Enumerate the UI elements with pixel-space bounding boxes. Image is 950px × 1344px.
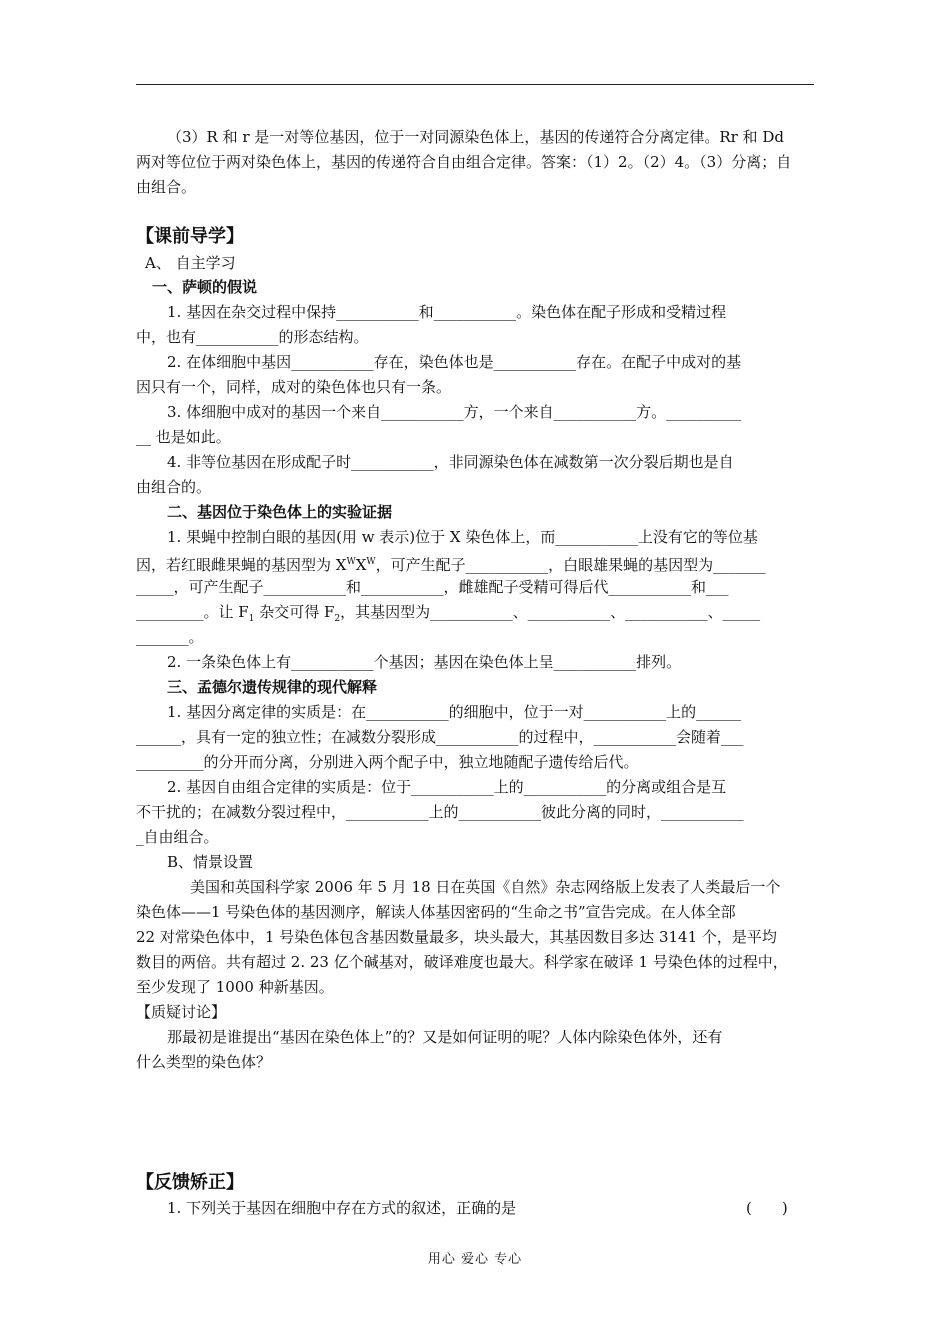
evidence-1-line-5: _______。 xyxy=(136,628,204,646)
scenario-line-1: 美国和英国科学家 2006 年 5 月 18 日在英国《自然》杂志网络版上发表了人类最后一个 xyxy=(190,878,781,896)
item-3-line-1: 3. 体细胞中成对的基因一个来自___________方，一个来自___________方。__________ xyxy=(167,403,742,421)
scenario-line-3: 22 对常染色体中，1 号染色体包含基因数量最多，块头最大，其基因数目多达 3141 个，是平均 xyxy=(136,928,777,946)
evidence-1-line-1: 1. 果蝇中控制白眼的基因(用 w 表示)位于 X 染色体上，而___________上没有它的等位基 xyxy=(167,528,758,546)
intro-line-3: 由组合。 xyxy=(136,178,197,196)
mendel-2-line-2: 不干扰的；在减数分裂过程中，___________上的___________彼此分离的同时，___________ xyxy=(136,803,744,821)
heading-sutton-hypothesis: 一、萨顿的假说 xyxy=(152,278,258,296)
discussion-line-1: 那最初是谁提出“基因在染色体上”的？又是如何证明的呢？人体内除染色体外，还有 xyxy=(167,1028,723,1046)
scenario-line-4: 数目的两倍。共有超过 2. 23 亿个碱基对，破译难度也最大。科学家在破译 1 号染色体的过程中， xyxy=(136,953,788,971)
scenario-line-2: 染色体——1 号染色体的基因测序，解读人体基因密码的“生命之书”宣告完成。在人体全部 xyxy=(136,903,736,921)
item-2-line-2: 因只有一个，同样，成对的染色体也只有一条。 xyxy=(136,378,452,396)
evidence-1-line-2: 因，若红眼雌果蝇的基因型为 $X^WX^W$，可产生配子___________，白眼雄果蝇的基因型为_______ xyxy=(136,556,766,574)
subsection-a-title: A、 自主学习 xyxy=(145,254,236,272)
discussion-line-2: 什么类型的染色体？ xyxy=(136,1053,272,1071)
item-4-line-2: 由组合的。 xyxy=(136,478,212,496)
section-feedback-title: 【反馈矫正】 xyxy=(136,1172,244,1193)
section-preclass-title: 【课前导学】 xyxy=(136,226,244,247)
header-rule xyxy=(136,84,814,85)
item-1-line-2: 中，也有___________的形态结构。 xyxy=(136,328,369,346)
evidence-1-line-3: _____，可产生配子___________和___________，雌雄配子受精可得后代___________和___ xyxy=(136,578,729,596)
item-3-line-2: __ 也是如此。 xyxy=(136,428,231,446)
intro-line-2: 两对等位位于两对染色体上，基因的传递符合自由组合定律。答案：（1）2。（2）4。（3）分离；自 xyxy=(136,153,792,171)
item-4-line-1: 4. 非等位基因在形成配子时___________，非同源染色体在减数第一次分裂后期也是自 xyxy=(167,453,734,471)
discussion-title: 【质疑讨论】 xyxy=(136,1003,227,1021)
evidence-1-line-4: _________。让 $F_1$ 杂交可得 $F_2$，其基因型为___________、___________、___________、_____ xyxy=(136,603,761,624)
mendel-1-line-1: 1. 基因分离定律的实质是：在___________的细胞中，位于一对___________上的______ xyxy=(167,703,742,721)
question-1-answer-parens: ( ) xyxy=(746,1199,788,1217)
heading-experimental-evidence: 二、基因位于染色体上的实验证据 xyxy=(167,503,393,521)
question-1: 1. 下列关于基因在细胞中存在方式的叙述，正确的是 xyxy=(167,1199,517,1217)
subsection-b-title: B、情景设置 xyxy=(167,853,254,871)
item-2-line-1: 2. 在体细胞中基因___________存在，染色体也是___________存在。在配子中成对的基 xyxy=(167,353,742,371)
scenario-line-5: 至少发现了 1000 种新基因。 xyxy=(136,978,334,996)
heading-mendel-modern: 三、孟德尔遗传规律的现代解释 xyxy=(167,678,378,696)
mendel-2-line-1: 2. 基因自由组合定律的实质是：位于___________上的___________的分离或组合是互 xyxy=(167,778,727,796)
evidence-2-line: 2. 一条染色体上有___________个基因；基因在染色体上呈___________排列。 xyxy=(167,653,682,671)
item-1-line-1: 1. 基因在杂交过程中保持___________和___________。染色体在配子形成和受精过程 xyxy=(167,303,727,321)
intro-line-1: （3）R 和 r 是一对等位基因，位于一对同源染色体上，基因的传递符合分离定律。Rr 和 Dd xyxy=(167,128,784,146)
mendel-1-line-3: _________的分开而分离，分别进入两个配子中，独立地随配子遗传给后代。 xyxy=(136,753,639,771)
page-footer: 用心 爱心 专心 xyxy=(427,1252,523,1267)
mendel-1-line-2: ______，具有一定的独立性；在减数分裂形成___________的过程中，___________会随着___ xyxy=(136,728,744,746)
mendel-2-line-3: _自由组合。 xyxy=(136,828,219,846)
